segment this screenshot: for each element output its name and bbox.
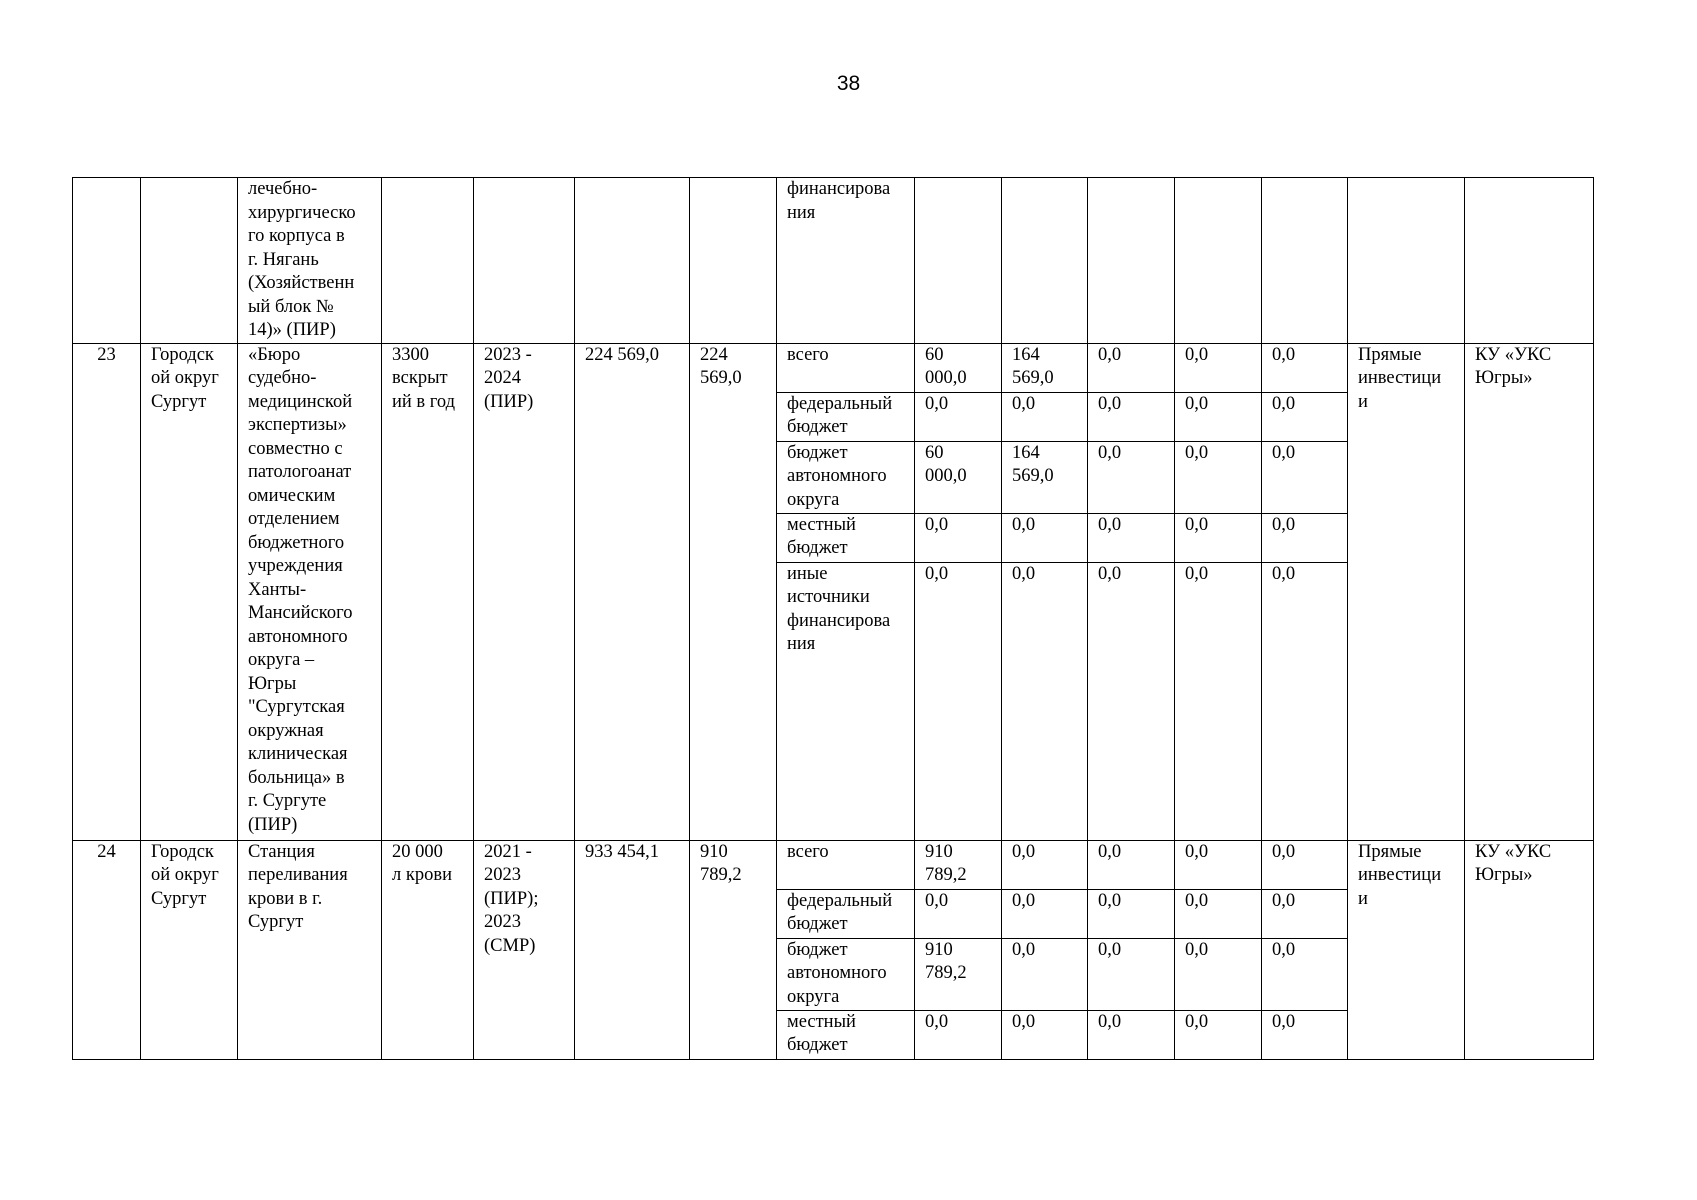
value-cell-3: 0,0 (1088, 840, 1175, 889)
value-cell-4: 0,0 (1175, 513, 1262, 562)
value-cell-5: 0,0 (1262, 562, 1348, 840)
value-cell-4: 0,0 (1175, 889, 1262, 938)
value-cell-4: 0,0 (1175, 938, 1262, 1010)
object-name-cell: лечебно- хирургическо го корпуса в г. Нягань (Хозяйственн ый блок № 14)» (ПИР) (238, 178, 382, 344)
table-row (73, 343, 1594, 392)
value-cell-1: 910 789,2 (915, 840, 1002, 889)
remaining-cell (690, 178, 777, 344)
period-cell: 2023 - 2024 (ПИР) (474, 343, 575, 840)
cost-cell (575, 178, 690, 344)
value-cell-4: 0,0 (1175, 441, 1262, 513)
value-cell-2: 0,0 (1002, 938, 1088, 1010)
value-cell-3 (1088, 178, 1175, 344)
value-cell-3: 0,0 (1088, 1010, 1175, 1059)
value-cell-5: 0,0 (1262, 441, 1348, 513)
source-label-cell: всего (777, 840, 915, 889)
source-label-cell: бюджет автономного округа (777, 938, 915, 1010)
remaining-cell: 910 789,2 (690, 840, 777, 1059)
value-cell-2 (1002, 178, 1088, 344)
num-cell (73, 178, 141, 344)
remaining-cell: 224 569,0 (690, 343, 777, 840)
table-row (73, 840, 1594, 889)
source-label-cell: федеральный бюджет (777, 392, 915, 441)
value-cell-5: 0,0 (1262, 938, 1348, 1010)
customer-cell: КУ «УКС Югры» (1465, 840, 1594, 1059)
investment-objects-table (72, 177, 1594, 1060)
value-cell-5: 0,0 (1262, 1010, 1348, 1059)
value-cell-3: 0,0 (1088, 889, 1175, 938)
source-label-cell: всего (777, 343, 915, 392)
value-cell-1: 0,0 (915, 513, 1002, 562)
capacity-cell: 20 000 л крови (382, 840, 474, 1059)
investment-type-cell: Прямые инвестици и (1348, 840, 1465, 1059)
investment-type-cell (1348, 178, 1465, 344)
value-cell-4: 0,0 (1175, 343, 1262, 392)
district-cell (141, 178, 238, 344)
value-cell-1: 60 000,0 (915, 343, 1002, 392)
value-cell-1: 0,0 (915, 392, 1002, 441)
value-cell-2: 0,0 (1002, 562, 1088, 840)
value-cell-1: 0,0 (915, 562, 1002, 840)
value-cell-5 (1262, 178, 1348, 344)
object-name-cell: «Бюро судебно- медицинской экспертизы» совместно с патологоанат омическим отделением бюджетного учреждения Ханты- Мансийского автономного округа – Югры "Сургутская окружная клиническая больница» в г. Сургуте (ПИР) (238, 343, 382, 840)
table-row-continuation (73, 178, 1594, 344)
value-cell-2: 0,0 (1002, 392, 1088, 441)
period-cell: 2021 - 2023 (ПИР); 2023 (СМР) (474, 840, 575, 1059)
value-cell-2: 0,0 (1002, 889, 1088, 938)
source-label-cell: местный бюджет (777, 513, 915, 562)
cost-cell: 224 569,0 (575, 343, 690, 840)
source-label-cell: иные источники финансирова ния (777, 562, 915, 840)
num-cell: 24 (73, 840, 141, 1059)
page-number: 38 (836, 72, 861, 95)
value-cell-1 (915, 178, 1002, 344)
value-cell-5: 0,0 (1262, 513, 1348, 562)
value-cell-3: 0,0 (1088, 392, 1175, 441)
source-label-cell: бюджет автономного округа (777, 441, 915, 513)
capacity-cell: 3300 вскрыт ий в год (382, 343, 474, 840)
investment-type-cell: Прямые инвестици и (1348, 343, 1465, 840)
source-label-cell: федеральный бюджет (777, 889, 915, 938)
value-cell-1: 910 789,2 (915, 938, 1002, 1010)
value-cell-3: 0,0 (1088, 562, 1175, 840)
customer-cell: КУ «УКС Югры» (1465, 343, 1594, 840)
value-cell-5: 0,0 (1262, 840, 1348, 889)
district-cell: Городск ой округ Сургут (141, 840, 238, 1059)
value-cell-3: 0,0 (1088, 938, 1175, 1010)
value-cell-4: 0,0 (1175, 392, 1262, 441)
cost-cell: 933 454,1 (575, 840, 690, 1059)
value-cell-3: 0,0 (1088, 343, 1175, 392)
value-cell-1: 0,0 (915, 889, 1002, 938)
value-cell-4: 0,0 (1175, 562, 1262, 840)
source-label-cell: местный бюджет (777, 1010, 915, 1059)
value-cell-4: 0,0 (1175, 1010, 1262, 1059)
value-cell-5: 0,0 (1262, 343, 1348, 392)
num-cell: 23 (73, 343, 141, 840)
source-label-cell: финансирова ния (777, 178, 915, 344)
value-cell-1: 0,0 (915, 1010, 1002, 1059)
value-cell-4: 0,0 (1175, 840, 1262, 889)
object-name-cell: Станция переливания крови в г. Сургут (238, 840, 382, 1059)
district-cell: Городск ой округ Сургут (141, 343, 238, 840)
value-cell-2: 0,0 (1002, 1010, 1088, 1059)
value-cell-1: 60 000,0 (915, 441, 1002, 513)
period-cell (474, 178, 575, 344)
value-cell-2: 164 569,0 (1002, 343, 1088, 392)
value-cell-4 (1175, 178, 1262, 344)
value-cell-3: 0,0 (1088, 441, 1175, 513)
value-cell-5: 0,0 (1262, 889, 1348, 938)
value-cell-2: 0,0 (1002, 840, 1088, 889)
customer-cell (1465, 178, 1594, 344)
value-cell-5: 0,0 (1262, 392, 1348, 441)
value-cell-2: 164 569,0 (1002, 441, 1088, 513)
value-cell-2: 0,0 (1002, 513, 1088, 562)
capacity-cell (382, 178, 474, 344)
value-cell-3: 0,0 (1088, 513, 1175, 562)
